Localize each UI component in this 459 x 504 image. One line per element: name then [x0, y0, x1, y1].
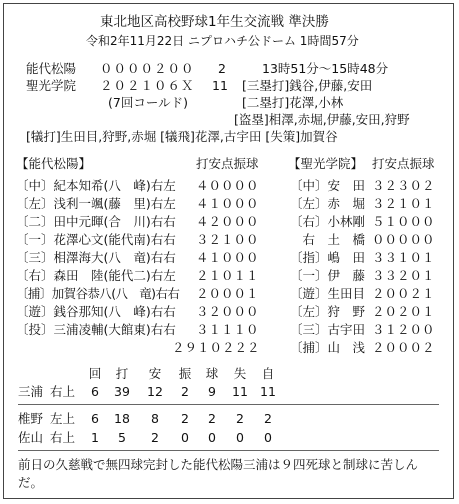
pitcher-hands: 左上	[50, 411, 76, 426]
called-game-note: (7回コールド)	[108, 95, 188, 110]
sacrifice-errors-note: [犠打]生田目,狩野,赤堀 [犠飛]花澤,古宇田 [失策]加賀谷	[26, 129, 338, 144]
game-report-box	[3, 3, 454, 499]
batter-name: 〔捕〕山 浅	[290, 340, 366, 355]
batter-name: 〔左〕狩 野	[290, 304, 366, 319]
game-time: 13時51分～15時48分	[262, 61, 389, 76]
strikeouts: 2	[181, 384, 189, 399]
batter-name: 〔捕〕加賀谷恭八(八 竜)右右	[16, 286, 180, 301]
innings: 6	[91, 411, 99, 426]
batter-stats: ０００００	[372, 232, 435, 247]
batter-stats: ３３２０１	[372, 268, 435, 283]
triples-note: [三塁打]銭谷,伊藤,安田	[242, 78, 373, 93]
walks: 2	[208, 411, 216, 426]
strikeouts: 2	[181, 411, 189, 426]
batters: 39	[114, 384, 130, 399]
earned-runs: 2	[264, 411, 272, 426]
pitcher-hands: 右上	[50, 384, 76, 399]
col-batters: 打	[115, 366, 129, 381]
doubles-note: [二塁打]花澤,小林	[242, 95, 344, 110]
col-walks: 球	[205, 366, 219, 381]
batter-stats: ４２０００	[196, 214, 259, 229]
batter-name: 〔左〕赤 堀	[290, 196, 366, 211]
batter-name: 〔右〕小林剛	[290, 214, 366, 229]
batter-stats: ３２１０１	[372, 196, 435, 211]
batters: 18	[114, 411, 130, 426]
batter-stats: ２００２１	[372, 286, 435, 301]
inning-scores: ２０２１０６Ｘ	[100, 78, 195, 93]
batter-stats: ４００００	[196, 178, 259, 193]
hits: 2	[151, 430, 159, 445]
batter-stats: ２０００１	[196, 286, 259, 301]
col-innings: 回	[88, 366, 102, 381]
batter-name: 〔二〕田中元暉(合 川)右右	[16, 214, 176, 229]
batter-stats: ４１０００	[196, 196, 259, 211]
strikeouts: 0	[181, 430, 189, 445]
stat-columns: 打安点振球	[372, 156, 435, 171]
team-name: 聖光学院	[26, 78, 77, 93]
runs: 11	[232, 384, 248, 399]
pitcher-name: 佐山	[18, 430, 44, 445]
earned-runs: 11	[260, 384, 276, 399]
batter-name: 〔遊〕銭谷那知(八 峰)右右	[16, 304, 176, 319]
innings: 1	[91, 430, 99, 445]
batter-name: 〔三〕古宇田	[290, 322, 366, 337]
innings: 6	[91, 384, 99, 399]
batter-name: 〔中〕紀本知希(八 峰)右左	[16, 178, 176, 193]
batter-name: 〔遊〕生田目	[290, 286, 366, 301]
batter-name: 右 土 橋	[290, 232, 366, 247]
game-title: 東北地区高校野球1年生交流戦 準決勝	[100, 14, 329, 30]
batter-stats: ３１１１０	[196, 322, 259, 337]
col-hits: 安	[148, 366, 162, 381]
steals-note: [盗塁]相澤,赤堀,伊藤,安田,狩野	[234, 112, 410, 127]
game-comment: 前日の久慈戦で無四球完封した能代松陽三浦は９四死球と制球に苦しんだ。	[18, 457, 419, 490]
walks: 9	[208, 384, 216, 399]
col-strikeouts: 振	[178, 366, 192, 381]
pitcher-hands: 右上	[50, 430, 76, 445]
batter-stats: ３２１００	[196, 232, 259, 247]
runs: 0	[236, 430, 244, 445]
batter-name: 〔左〕浅利一颯(藤 里)右左	[16, 196, 176, 211]
hits: 8	[151, 411, 159, 426]
pitching-divider	[18, 404, 439, 405]
batter-stats: ３１２００	[372, 322, 435, 337]
batter-name: 〔一〕伊 藤	[290, 268, 366, 283]
stat-columns: 打安点振球	[196, 156, 259, 171]
batter-stats: ２１０１１	[196, 268, 259, 283]
batters: 5	[118, 430, 126, 445]
game-date-venue: 令和2年11月22日 ニプロハチ公ドーム 1時間57分	[86, 34, 359, 48]
col-runs: 失	[233, 366, 247, 381]
team-name: 能代松陽	[26, 61, 77, 76]
batter-name: 〔指〕嶋 田	[290, 250, 366, 265]
team-header: 【能代松陽】	[16, 156, 92, 171]
earned-runs: 0	[264, 430, 272, 445]
team-header: 【聖光学院】	[288, 156, 364, 171]
pitcher-name: 椎野	[18, 411, 44, 426]
batter-name: 〔中〕安 田	[290, 178, 366, 193]
pitcher-name: 三浦	[18, 384, 44, 399]
runs: 2	[236, 411, 244, 426]
batter-name: 〔一〕花澤心文(能代南)右右	[16, 232, 176, 247]
batter-name: 〔三〕相澤海大(八 竜)右右	[16, 250, 176, 265]
inning-scores: ００００２００	[100, 61, 195, 76]
batter-name: 〔右〕森田 陸(能代二)右左	[16, 268, 176, 283]
batter-stats: ３２３０２	[372, 178, 435, 193]
walks: 0	[208, 430, 216, 445]
total-runs: 2	[218, 61, 226, 76]
batter-stats: ３３１０１	[372, 250, 435, 265]
col-earned-runs: 自	[261, 366, 275, 381]
batter-stats: ２０００２	[372, 340, 435, 355]
batter-stats: ４１０００	[196, 250, 259, 265]
total-runs: 11	[212, 78, 228, 93]
batter-name: 〔投〕三浦凌輔(大館東)右右	[16, 322, 176, 337]
batter-stats: ３２０００	[196, 304, 259, 319]
hits: 12	[147, 384, 163, 399]
batter-stats: ５１０００	[372, 214, 435, 229]
comment-divider	[18, 450, 439, 451]
team-batting-total: ２９１０２２２	[172, 340, 260, 355]
batter-stats: ２０２０１	[372, 304, 435, 319]
